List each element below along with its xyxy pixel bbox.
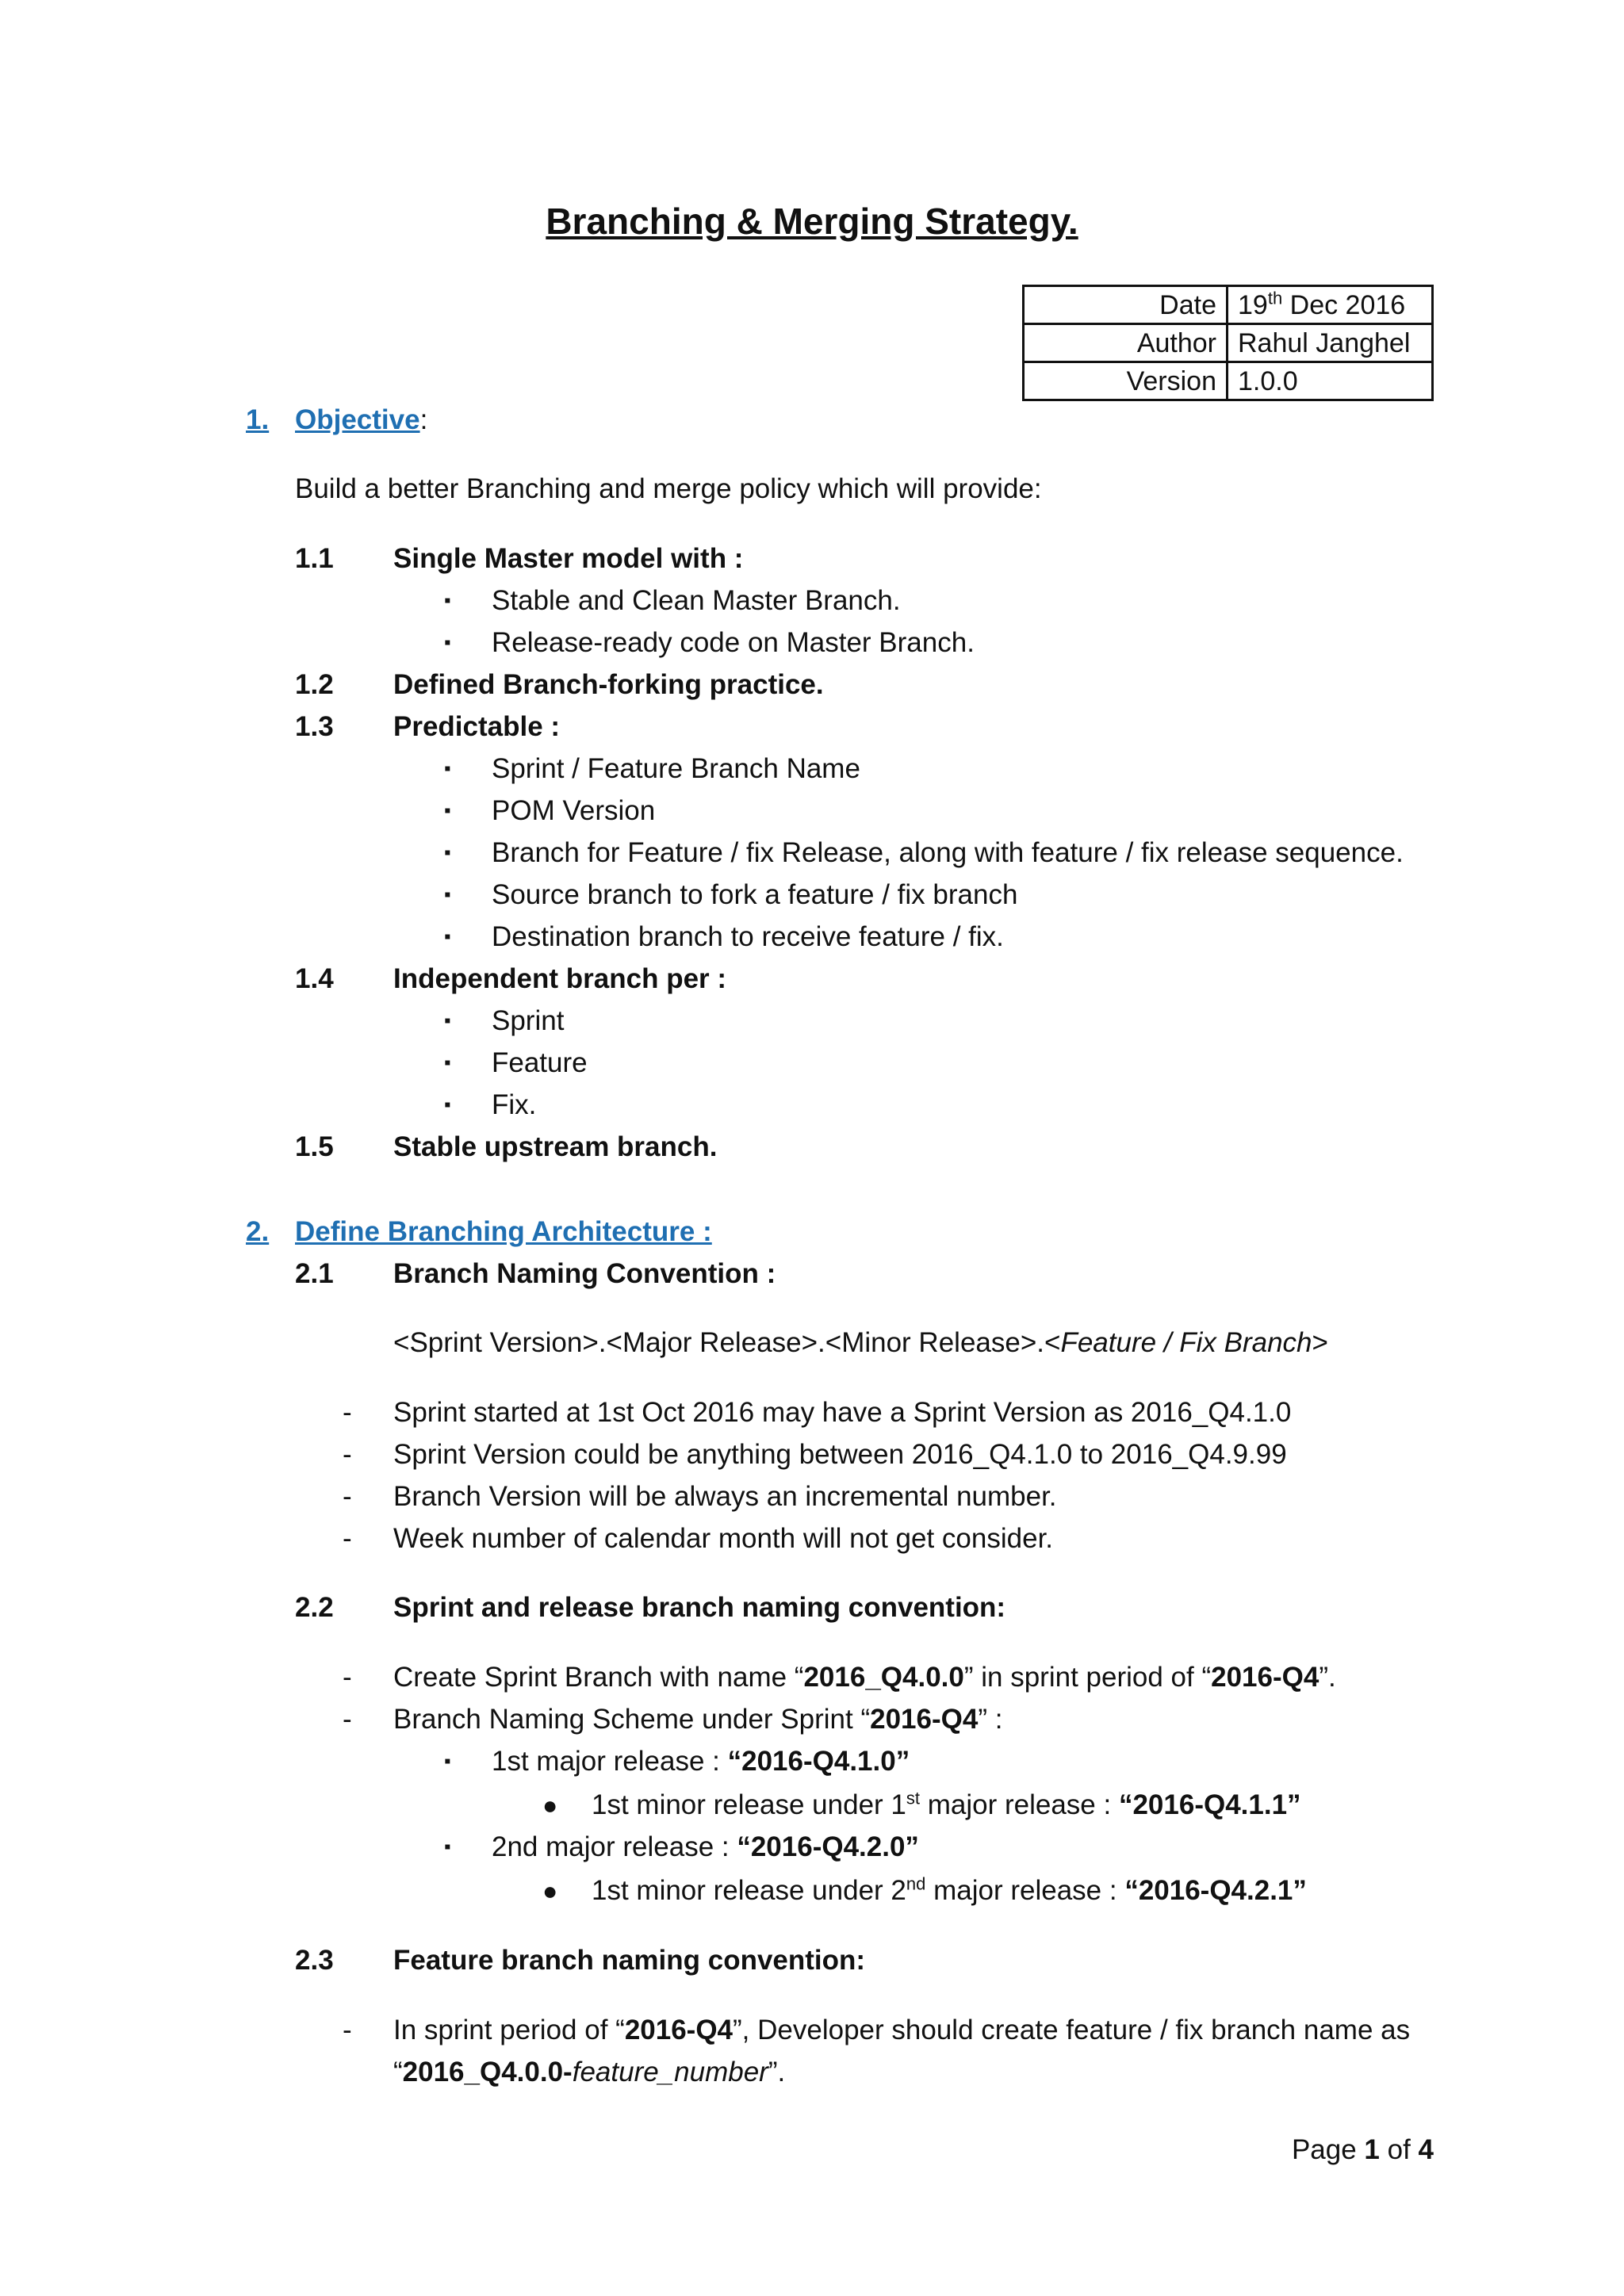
dash-item-continuation (393, 2055, 785, 2090)
release-name: “2016-Q4.1.0” (727, 1746, 910, 1777)
text-run: ” in sprint period of “ (963, 1662, 1212, 1693)
page-footer (1292, 2133, 1434, 2168)
text-run: 1st minor release under 2 (592, 1875, 906, 1906)
naming-pattern-italic: Feature / Fix Branch (1060, 1327, 1312, 1358)
dash-item-text (393, 1660, 1336, 1695)
feature-number-placeholder: feature_number (572, 2057, 768, 2087)
bullet-text: POM Version (492, 795, 656, 826)
bullet-text (492, 1744, 910, 1779)
subsection-label: Feature branch naming convention: (393, 1945, 866, 1976)
section2-heading: Define Branching Architecture : (295, 1216, 712, 1247)
item-label: Defined Branch-forking practice. (393, 669, 824, 700)
item-number: 1.5 (295, 1131, 334, 1162)
bullet-text (592, 1873, 1307, 1908)
meta-date-day: 19 (1238, 289, 1268, 320)
item-number: 1.4 (295, 963, 334, 994)
section1-heading-line (295, 403, 427, 438)
dash-bullet-icon: - (343, 1397, 352, 1428)
square-bullet-icon: ▪ (444, 632, 451, 653)
release-name: “2016-Q4.2.0” (737, 1831, 919, 1862)
document-meta-table (1022, 285, 1434, 401)
text-run: major release : (920, 1789, 1119, 1820)
dot-bullet-icon: ● (542, 1877, 558, 1905)
sprint-period: 2016-Q4 (870, 1704, 979, 1735)
dot-bullet-icon: ● (542, 1791, 558, 1820)
meta-row-author (1024, 324, 1433, 362)
bullet-text: Sprint (492, 1005, 565, 1036)
meta-version-label: Version (1024, 362, 1228, 400)
text-run: 1st minor release under 1 (592, 1789, 906, 1820)
section1-number: 1. (246, 404, 270, 435)
meta-date-value (1228, 286, 1433, 324)
naming-pattern (393, 1326, 1328, 1360)
subsection-number: 2.2 (295, 1592, 334, 1623)
square-bullet-icon: ▪ (444, 590, 451, 611)
dash-bullet-icon: - (343, 1481, 352, 1512)
square-bullet-icon: ▪ (444, 1052, 451, 1073)
dash-bullet-icon: - (343, 1439, 352, 1470)
feature-branch-prefix: 2016_Q4.0.0- (402, 2057, 573, 2087)
dash-item-text: Sprint Version could be anything between 2016_Q4.1.0 to 2016_Q4.9.99 (393, 1439, 1287, 1470)
dash-item-text: Week number of calendar month will not get consider. (393, 1523, 1054, 1554)
text-run: major release : (925, 1875, 1125, 1906)
sprint-period: 2016-Q4 (1211, 1662, 1320, 1693)
square-bullet-icon: ▪ (444, 884, 451, 905)
subsection-number: 2.3 (295, 1945, 334, 1976)
square-bullet-icon: ▪ (444, 926, 451, 947)
meta-author-label: Author (1024, 324, 1228, 362)
sprint-period: 2016-Q4 (624, 2015, 733, 2045)
bullet-text: Feature (492, 1047, 588, 1078)
meta-version-value: 1.0.0 (1228, 362, 1433, 400)
dash-bullet-icon: - (343, 1523, 352, 1554)
bullet-text: Destination branch to receive feature / fix. (492, 921, 1004, 952)
square-bullet-icon: ▪ (444, 1751, 451, 1772)
text-run: ”. (768, 2057, 786, 2087)
meta-row-date (1024, 286, 1433, 324)
text-run: 1st major release : (492, 1746, 728, 1777)
item-label: Stable upstream branch. (393, 1131, 718, 1162)
bullet-text: Release-ready code on Master Branch. (492, 627, 975, 658)
text-run: Branch Naming Scheme under Sprint “ (393, 1704, 871, 1735)
meta-row-version (1024, 362, 1433, 400)
text-run: In sprint period of “ (393, 2015, 625, 2045)
bullet-text: Source branch to fork a feature / fix branch (492, 879, 1018, 910)
bullet-text: Sprint / Feature Branch Name (492, 753, 860, 784)
section1-colon: : (419, 404, 428, 435)
item-number: 1.2 (295, 669, 334, 700)
text-run: ”, Developer should create feature / fix branch name as (733, 2015, 1411, 2045)
square-bullet-icon: ▪ (444, 758, 451, 779)
document-title: Branching & Merging Strategy. (546, 201, 1078, 242)
dash-item-text (393, 2013, 1410, 2048)
bullet-text (592, 1788, 1301, 1823)
item-label: Independent branch per : (393, 963, 727, 994)
text-run: “ (393, 2057, 403, 2087)
section2-number: 2. (246, 1216, 270, 1247)
dash-bullet-icon: - (343, 1662, 352, 1693)
text-run: 2nd major release : (492, 1831, 737, 1862)
square-bullet-icon: ▪ (444, 800, 451, 821)
meta-date-label: Date (1024, 286, 1228, 324)
sprint-branch-name: 2016_Q4.0.0 (803, 1662, 964, 1693)
bullet-text: Stable and Clean Master Branch. (492, 585, 901, 616)
section1-heading: Objective (295, 404, 420, 435)
ordinal-suffix: st (906, 1788, 921, 1808)
text-run: ”. (1319, 1662, 1336, 1693)
release-name: “2016-Q4.1.1” (1118, 1789, 1301, 1820)
item-number: 1.3 (295, 711, 334, 742)
naming-pattern-text: <Sprint Version>.<Major Release>.<Minor Release>.< (393, 1327, 1061, 1358)
text-run: Create Sprint Branch with name “ (393, 1662, 804, 1693)
dash-bullet-icon: - (343, 2015, 352, 2045)
subsection-label: Sprint and release branch naming convention: (393, 1592, 1006, 1623)
bullet-text (492, 1830, 919, 1865)
section1-intro: Build a better Branching and merge policy which will provide: (295, 473, 1042, 504)
dash-item-text: Sprint started at 1st Oct 2016 may have a Sprint Version as 2016_Q4.1.0 (393, 1397, 1292, 1428)
square-bullet-icon: ▪ (444, 842, 451, 863)
subsection-number: 2.1 (295, 1258, 334, 1289)
square-bullet-icon: ▪ (444, 1094, 451, 1115)
naming-pattern-end: > (1312, 1327, 1328, 1358)
subsection-label: Branch Naming Convention : (393, 1258, 776, 1289)
meta-date-suffix: th (1267, 288, 1283, 308)
square-bullet-icon: ▪ (444, 1010, 451, 1031)
bullet-text: Branch for Feature / fix Release, along with feature / fix release sequence. (492, 837, 1404, 868)
page-total: 4 (1418, 2134, 1434, 2165)
square-bullet-icon: ▪ (444, 1836, 451, 1858)
item-label: Predictable : (393, 711, 561, 742)
ordinal-suffix: nd (906, 1873, 926, 1894)
page-of-label: of (1379, 2134, 1419, 2165)
release-name: “2016-Q4.2.1” (1124, 1875, 1307, 1906)
page-label: Page (1291, 2134, 1365, 2165)
item-number: 1.1 (295, 543, 334, 574)
meta-author-value: Rahul Janghel (1228, 324, 1433, 362)
item-label: Single Master model with : (393, 543, 744, 574)
bullet-text: Fix. (492, 1089, 537, 1120)
text-run: ” : (978, 1704, 1003, 1735)
dash-item-text: Branch Version will be always an incremental number. (393, 1481, 1057, 1512)
page-number: 1 (1364, 2134, 1380, 2165)
meta-date-month-year: Dec 2016 (1282, 289, 1406, 320)
dash-bullet-icon: - (343, 1704, 352, 1735)
dash-item-text (393, 1702, 1002, 1737)
